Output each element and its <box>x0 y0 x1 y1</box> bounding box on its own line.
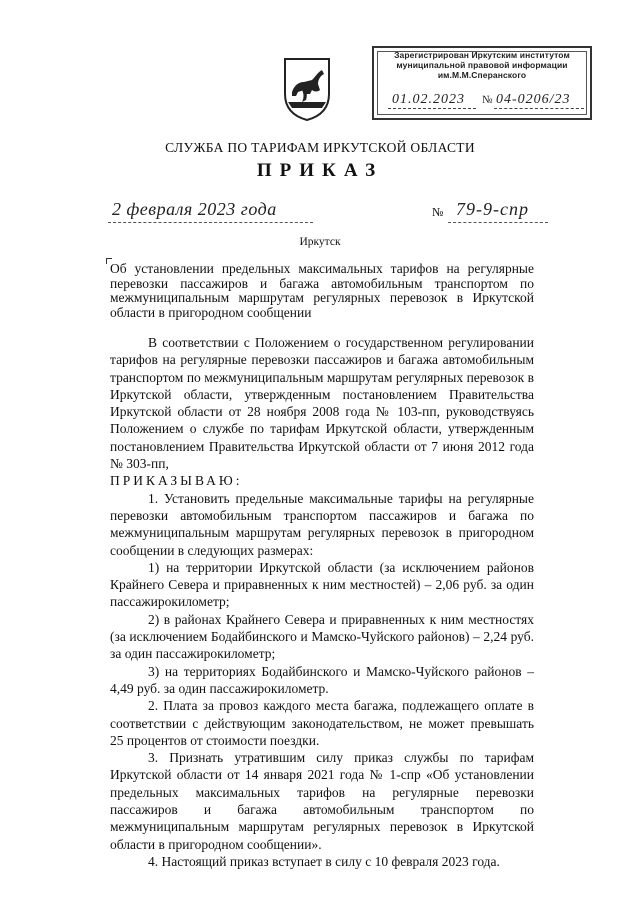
handwritten-date: 2 февраля 2023 года <box>112 199 277 219</box>
document-body <box>110 334 534 870</box>
clause-1-item-3: 3) на территориях Бодайбинского и Мамско-Чуйского районов – 4,49 руб. за один пассажирокилометр. <box>110 663 534 696</box>
handwritten-number: 79-9-спр <box>456 199 529 219</box>
stamp-number: 04-0206/23 <box>496 92 571 107</box>
stamp-line-1: Зарегистрирован Иркутским институтом <box>394 50 570 60</box>
stamp-line-3: им.М.М.Сперанского <box>437 70 527 80</box>
document-title: ПРИКАЗ <box>256 160 384 181</box>
number-label: № <box>432 205 444 219</box>
stamp-number-label: № <box>482 94 493 106</box>
clause-3: 3. Признать утратившим силу приказ службы по тарифам Иркутской области от 14 января 2021 года № 1-спр «Об установлении предельных максимальных тарифов на регулярные перевозки пассажиров и багажа автомобильным транспортом по межмуниципальным маршрутам регулярных перевозок в Иркутской области в пригородном сообщении». <box>110 750 534 852</box>
stamp-date: 01.02.2023 <box>392 92 465 107</box>
clause-1: 1. Установить предельные максимальные тарифы на регулярные перевозки автомобильным транспортом пассажиров и багажа по межмуниципальным маршрутам регулярных перевозок в пригородном сообщении в следующих размерах: <box>110 490 534 558</box>
stamp-line-2: муниципальной правовой информации <box>396 60 568 70</box>
preamble-paragraph: В соответствии с Положением о государственном регулировании тарифов на регулярные перевозки пассажиров и багажа автомобильным транспортом по межмуниципальным маршрутам регулярных перевозок в Иркутской области, утвержденным постановлением Правительства Иркутской области от 28 ноября 2008 года № 103-пп, руководствуясь Положением о службе по тарифам Иркутской области, утвержденным постановлением Правительства Иркутской области от 7 июня 2012 года № 303-пп, <box>110 335 534 472</box>
clause-2: 2. Плата за провоз каждого места багажа, подлежащего оплате в соответствии с действующим законодательством, не может превышать 25 процентов от стоимости поездки. <box>110 698 534 748</box>
organization-name: СЛУЖБА ПО ТАРИФАМ ИРКУТСКОЙ ОБЛАСТИ <box>165 140 475 155</box>
irkutsk-coat-of-arms-icon <box>282 56 332 122</box>
clause-1-item-2: 2) в районах Крайнего Севера и приравненных к ним местностях (за исключением Бодайбинского и Мамско-Чуйского районов) – 2,24 руб. за один пассажирокилометр; <box>110 611 534 662</box>
document-subject: Об установлении предельных максимальных тарифов на регулярные перевозки пассажиров и багажа автомобильным транспортом по межмуниципальным маршрутам регулярных перевозок в Иркутской области в пригородном сообщении <box>110 261 534 320</box>
date-underline <box>108 222 313 223</box>
city-name: Иркутск <box>299 236 341 248</box>
clause-4: 4. Настоящий приказ вступает в силу с 10 февраля 2023 года. <box>148 853 500 869</box>
number-underline <box>448 222 548 223</box>
registration-stamp <box>372 46 592 120</box>
clause-1-item-1: 1) на территории Иркутской области (за исключением районов Крайнего Севера и приравненных к ним местностей) – 2,06 руб. за один пассажирокилометр; <box>110 559 534 610</box>
order-word: ПРИКАЗЫВАЮ: <box>110 473 243 489</box>
